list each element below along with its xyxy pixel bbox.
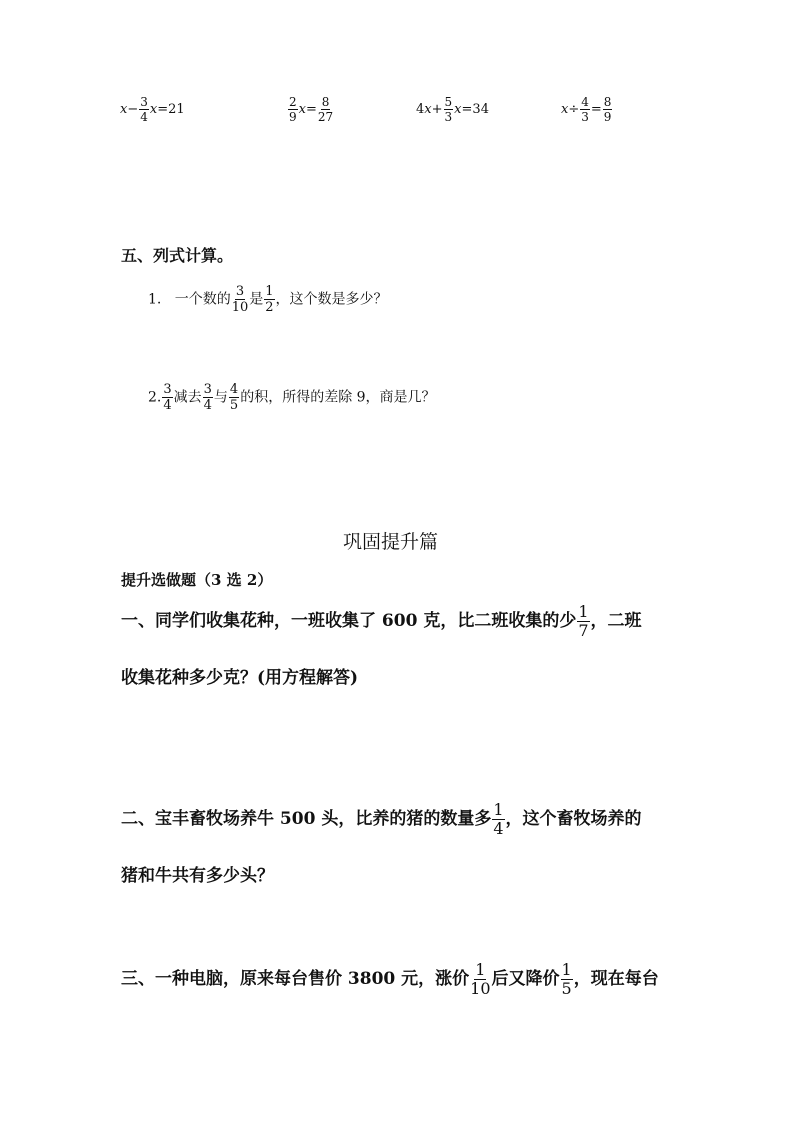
problem-1-line-2: 收集花种多少克？(用方程解答)	[121, 668, 359, 688]
section-heading: 五、列式计算。	[121, 246, 234, 265]
page-title: 巩固提升篇	[343, 531, 439, 553]
problem-3-line-1: 三、一种电脑，原来每台售价 3800 元，涨价 $\frac{1}{10}$ 后又降价 $\frac{1}{5}$ ，现在每台	[121, 960, 659, 998]
fraction: $\frac{8}{27}$	[317, 95, 334, 124]
fraction: $\frac{8}{9}$	[603, 95, 612, 124]
fraction: $\frac{4}{3}$	[581, 95, 589, 124]
equation-4: x÷ $\frac{4}{3}$ = $\frac{8}{9}$	[561, 95, 612, 124]
equation-2: $\frac{2}{9}$ x= $\frac{8}{27}$	[289, 95, 334, 124]
equation-3: 4x+ $\frac{5}{3}$ x=34	[416, 95, 489, 124]
problem-1-line-1: 一、同学们收集花种，一班收集了 600 克，比二班收集的少 $\frac{1}{7}$ ，二班	[121, 602, 642, 640]
question-2: 2. $\frac{3}{4}$ 减去 $\frac{3}{4}$ 与 $\frac{4}{5}$ 的积，所得的差除 9，商是几？	[148, 382, 436, 413]
fraction: $\frac{3}{4}$	[140, 95, 148, 124]
fraction: $\frac{1}{7}$	[578, 602, 589, 640]
question-1: 1. 一个数的 $\frac{3}{10}$ 是 $\frac{1}{2}$ ，这个数是多少？	[148, 284, 388, 315]
equation-1: x− $\frac{3}{4}$ x=21	[120, 95, 185, 124]
problem-2-line-2: 猪和牛共有多少头？	[121, 866, 274, 886]
fraction: $\frac{4}{5}$	[229, 382, 239, 413]
fraction: $\frac{1}{5}$	[561, 960, 572, 998]
fraction: $\frac{3}{10}$	[231, 284, 249, 315]
subtitle: 提升选做题（3 选 2）	[121, 571, 273, 589]
fraction: $\frac{3}{4}$	[203, 382, 212, 413]
fraction: $\frac{1}{10}$	[470, 960, 491, 998]
fraction: $\frac{2}{9}$	[289, 95, 297, 124]
fraction: $\frac{1}{4}$	[493, 800, 504, 838]
problem-2-line-1: 二、宝丰畜牧场养牛 500 头，比养的猪的数量多 $\frac{1}{4}$ ，这个畜牧场养的	[121, 800, 642, 838]
fraction: $\frac{1}{2}$	[265, 284, 274, 315]
variable: x	[120, 102, 128, 117]
fraction: $\frac{3}{4}$	[163, 382, 172, 413]
fraction: $\frac{5}{3}$	[444, 95, 453, 124]
